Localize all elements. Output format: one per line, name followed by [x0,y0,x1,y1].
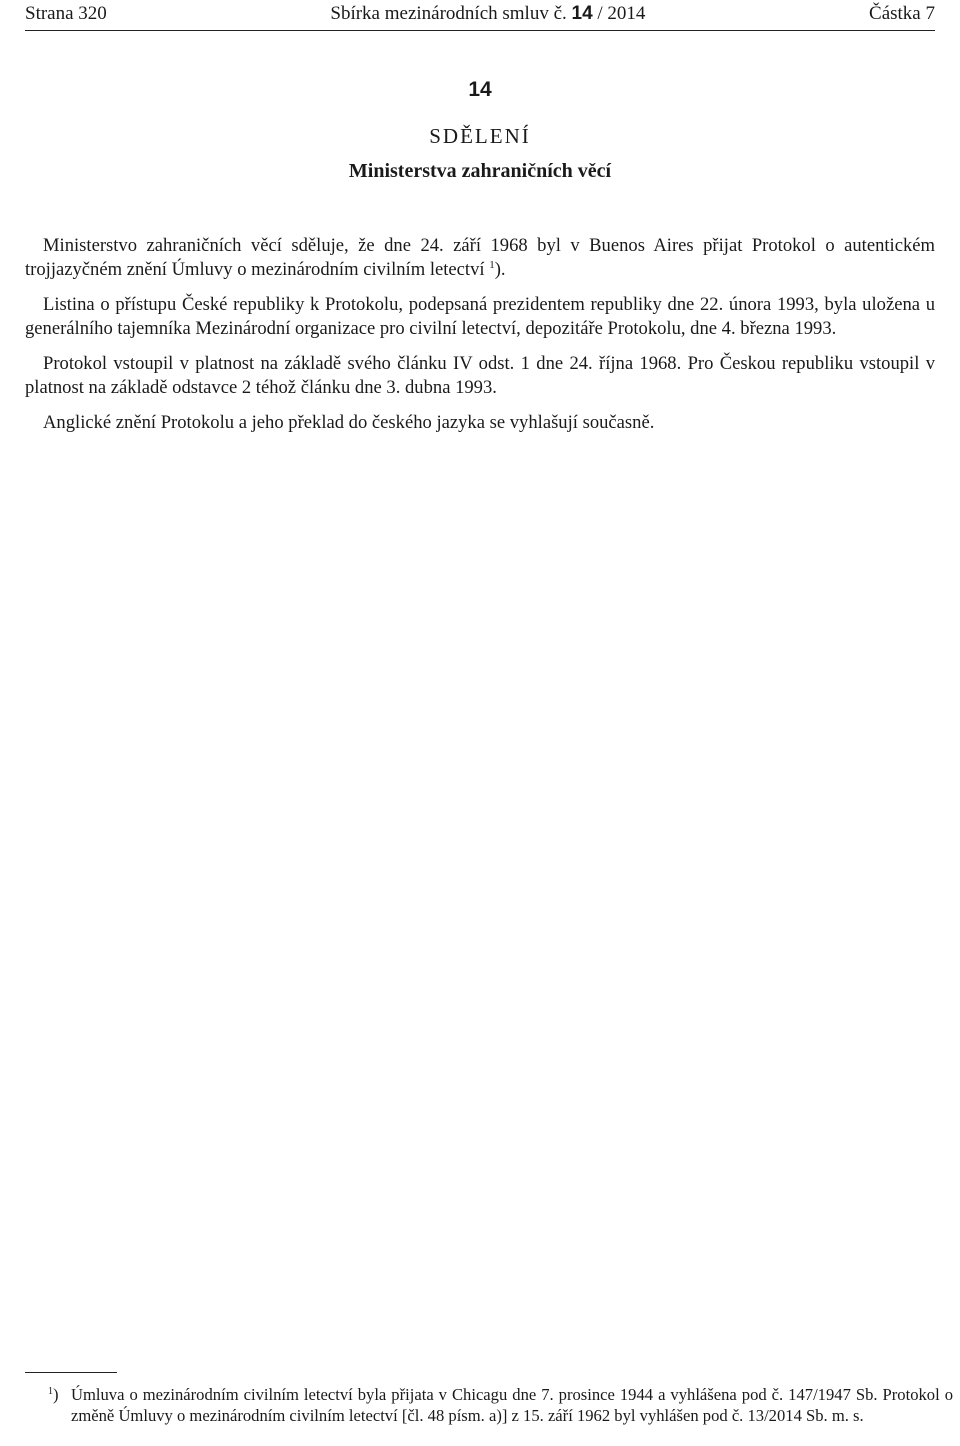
document-type: SDĚLENÍ [429,124,531,148]
paragraph-announcement [25,234,935,282]
footnote-text: Úmluva o mezinárodním civilním letectví byla přijata v Chicagu dne 7. prosince 1944 a vyhlášena pod č. 147/1947 Sb. Protokol o změně Úmluvy o mezinárodním civilním letectví [čl. 48 písm. a)] z 15. září 1962 byl vyhlášen pod č. 13/2014 Sb. m. s. [71,1385,953,1425]
paragraph-announcement-end: ). [494,259,506,280]
footnote-mark: $^1$) [48,1385,59,1404]
paragraph-accession: Listina o přístupu České republiky k Protokolu, podepsaná prezidentem republiky dne 22. února 1993, byla uložena u generálního tajemníka Mezinárodní organizace pro civilní letectví, depozitáře Protokolu, dne 4. března 1993. [25,294,935,339]
document-body [25,234,935,446]
collection-year: / 2014 [597,3,646,24]
header-divider [25,30,935,31]
part-number: Částka 7 [869,3,935,24]
document-issuer: Ministerstva zahraničních věcí [348,160,612,182]
footnote-divider [25,1372,117,1373]
document-number: 14 [468,78,492,101]
page-number: Strana 320 [25,3,107,24]
paragraph-entry-into-force: Protokol vstoupil v platnost na základě svého článku IV odst. 1 dne 24. října 1968. Pro Českou republiku vstoupil v platnost na základě odstavce 2 téhož článku dne 3. dubna 1993. [25,353,935,398]
paragraph-publication: Anglické znění Protokolu a jeho překlad do českého jazyka se vyhlašují současně. [43,412,655,433]
collection-name: Sbírka mezinárodních smluv č. [330,3,567,24]
footnote [48,1384,953,1426]
collection-issue-number: 14 [571,3,593,24]
collection-title [330,3,645,25]
footnote-reference: 1 [489,259,495,271]
paragraph-announcement-text: Ministerstvo zahraničních věcí sděluje, že dne 24. září 1968 byl v Buenos Aires přijat Protokol o autentickém trojjazyčném znění Úmluvy o mezinárodním civilním letectví [25,235,935,280]
page-header [25,3,935,27]
